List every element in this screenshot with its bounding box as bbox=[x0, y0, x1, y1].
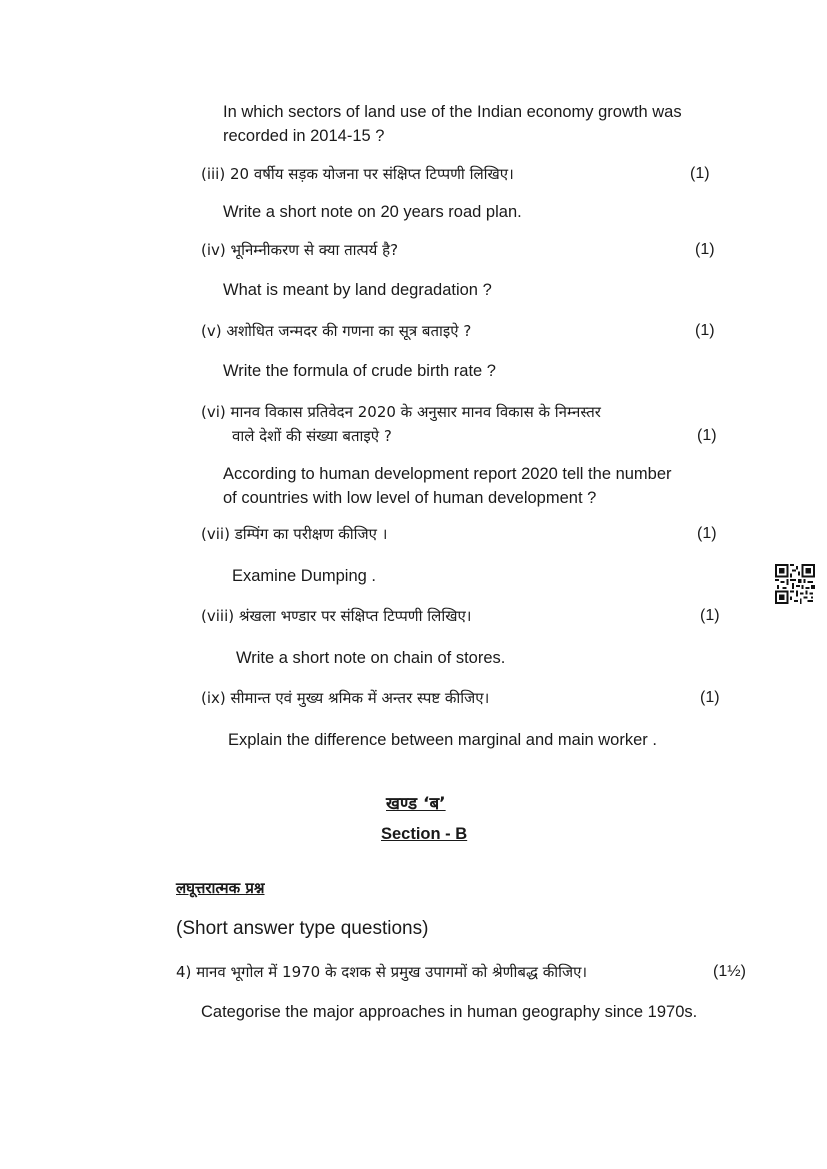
question-vi-en: According to human development report 2020 tell the number bbox=[223, 465, 672, 483]
marks: (1) bbox=[700, 607, 720, 624]
question-text-hi: डम्पिंग का परीक्षण कीजिए । bbox=[234, 525, 388, 543]
question-text-hi: 20 वर्षीय सड़क योजना पर संक्षिप्त टिप्पणी लिखिए। bbox=[230, 165, 514, 183]
marks: (1) bbox=[695, 322, 715, 339]
question-vii-hi bbox=[201, 522, 387, 546]
question-number: (iii) bbox=[201, 165, 226, 183]
marks: (1) bbox=[700, 689, 720, 706]
question-text-hi: अशोधित जन्मदर की गणना का सूत्र बताइऐ ? bbox=[226, 322, 472, 340]
question-viii-hi bbox=[201, 604, 472, 628]
question-vi-hi bbox=[201, 400, 601, 424]
question-number: (v) bbox=[201, 322, 222, 340]
question-iii-en: Write a short note on 20 years road plan. bbox=[223, 203, 522, 221]
question-4-en: Categorise the major approaches in human geography since 1970s. bbox=[201, 1003, 698, 1021]
question-vii-en: Examine Dumping . bbox=[232, 567, 376, 585]
question-text-hi: मानव विकास प्रतिवेदन 2020 के अनुसार मानव विकास के निम्नस्तर bbox=[230, 403, 601, 421]
question-type-hi: लघूत्तरात्मक प्रश्न bbox=[176, 879, 265, 897]
question-text-hi: सीमान्त एवं मुख्य श्रमिक में अन्तर स्पष्ट कीजिए। bbox=[230, 689, 490, 707]
question-number: (vi) bbox=[201, 403, 226, 421]
question-iv-hi bbox=[201, 238, 398, 262]
question-text-en: recorded in 2014-15 ? bbox=[223, 127, 385, 145]
question-v-hi bbox=[201, 319, 471, 343]
section-title-en: Section - B bbox=[381, 825, 468, 843]
question-number: (iv) bbox=[201, 241, 226, 259]
question-viii-en: Write a short note on chain of stores. bbox=[236, 649, 506, 667]
question-ix-en: Explain the difference between marginal and main worker . bbox=[228, 731, 657, 749]
question-text-en: In which sectors of land use of the Indian economy growth was bbox=[223, 103, 682, 121]
question-text-hi: मानव भूगोल में 1970 के दशक से प्रमुख उपागमों को श्रेणीबद्ध कीजिए। bbox=[196, 963, 588, 981]
question-text-hi: श्रंखला भण्डार पर संक्षिप्त टिप्पणी लिखिए। bbox=[238, 607, 472, 625]
question-iv-en: What is meant by land degradation ? bbox=[223, 281, 492, 299]
qr-code-icon bbox=[775, 564, 815, 604]
marks: (1) bbox=[695, 241, 715, 258]
question-ix-hi bbox=[201, 686, 489, 710]
section-title-hi: खण्ड ‘ब’ bbox=[386, 794, 446, 814]
question-type-en: (Short answer type questions) bbox=[176, 918, 429, 939]
question-number: 4) bbox=[176, 963, 192, 981]
question-number: (vii) bbox=[201, 525, 230, 543]
question-number: (ix) bbox=[201, 689, 226, 707]
question-iii-hi bbox=[201, 162, 514, 186]
question-vi-hi-line2: वाले देशों की संख्या बताइऐ ? bbox=[232, 427, 392, 445]
question-vi-en-line2: of countries with low level of human development ? bbox=[223, 489, 597, 507]
question-text-hi: भूनिम्नीकरण से क्या तात्पर्य है? bbox=[230, 241, 399, 259]
marks: (1) bbox=[697, 525, 717, 542]
question-4-hi bbox=[176, 960, 587, 984]
marks: (1) bbox=[697, 427, 717, 444]
question-v-en: Write the formula of crude birth rate ? bbox=[223, 362, 496, 380]
marks: (1) bbox=[690, 165, 710, 182]
marks: (1½) bbox=[713, 963, 746, 980]
question-number: (viii) bbox=[201, 607, 235, 625]
